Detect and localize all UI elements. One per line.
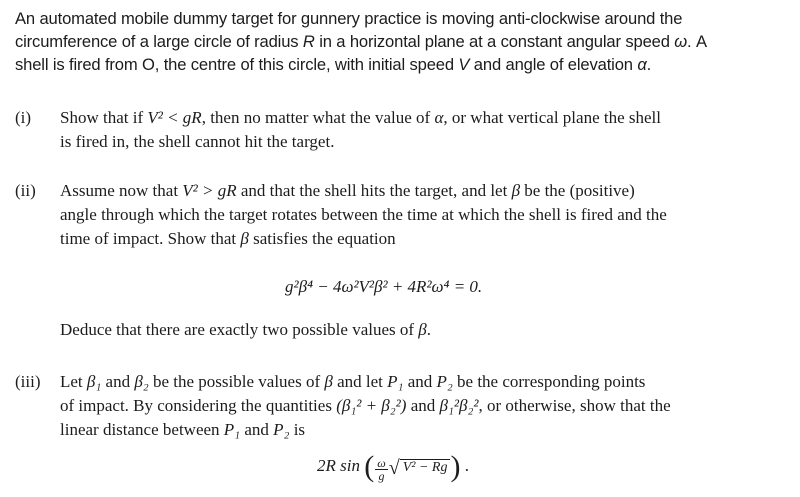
symbol-R: R [302, 32, 315, 51]
symbol-V: V [458, 55, 470, 74]
distance-result-expression: 2R sin ( $\frac{\omega}{g}$ √ V² − Rg ) . [317, 450, 469, 483]
part-ii [15, 179, 785, 349]
intro-line-1: An automated mobile dummy target for gunnery practice is moving anti-clockwise around the [15, 9, 683, 28]
part-iii [15, 370, 785, 497]
beta-quartic-equation: g²β⁴ − 4ω²V²β² + 4R²ω⁴ = 0. [285, 277, 483, 296]
part-ii-text: Assume now that V² > gR and that the shell hits the target, and let β be the (positive) angle through which the target rotates between the time at which the shell is fired and the time of impact. Show that β satisfies the equation [60, 181, 667, 248]
part-iii-label: (iii) [15, 372, 41, 391]
question-intro [15, 7, 783, 76]
condition-v2-lt-gR: V² < gR [147, 108, 202, 127]
intro-line-3: shell is fired from O, the centre of this circle, with initial speed V and angle of elevation α. [15, 55, 652, 74]
part-i [15, 106, 785, 156]
symbol-omega: ω [674, 32, 688, 51]
part-ii-deduce: Deduce that there are exactly two possible values of β. [60, 320, 431, 339]
part-i-label: (i) [15, 108, 32, 127]
condition-v2-gt-gR: V² > gR [182, 181, 237, 200]
part-ii-label: (ii) [15, 181, 36, 200]
intro-line-2: circumference of a large circle of radius R in a horizontal plane at a constant angular speed ω. A [15, 32, 707, 51]
part-iii-text: Let β₁ and β₂ be the possible values of β and let P₁ and P₂ be the corresponding points of impact. By considering the quantities (β₁² + β₂²) and β₁²β₂², or otherwise, show that the linear distance between P₁ and P₂ is [60, 372, 671, 439]
symbol-alpha: α [637, 55, 647, 74]
part-i-text: Show that if V² < gR, then no matter what the value of α, or what vertical plane the shell is fired in, the shell cannot hit the target. [60, 108, 661, 151]
